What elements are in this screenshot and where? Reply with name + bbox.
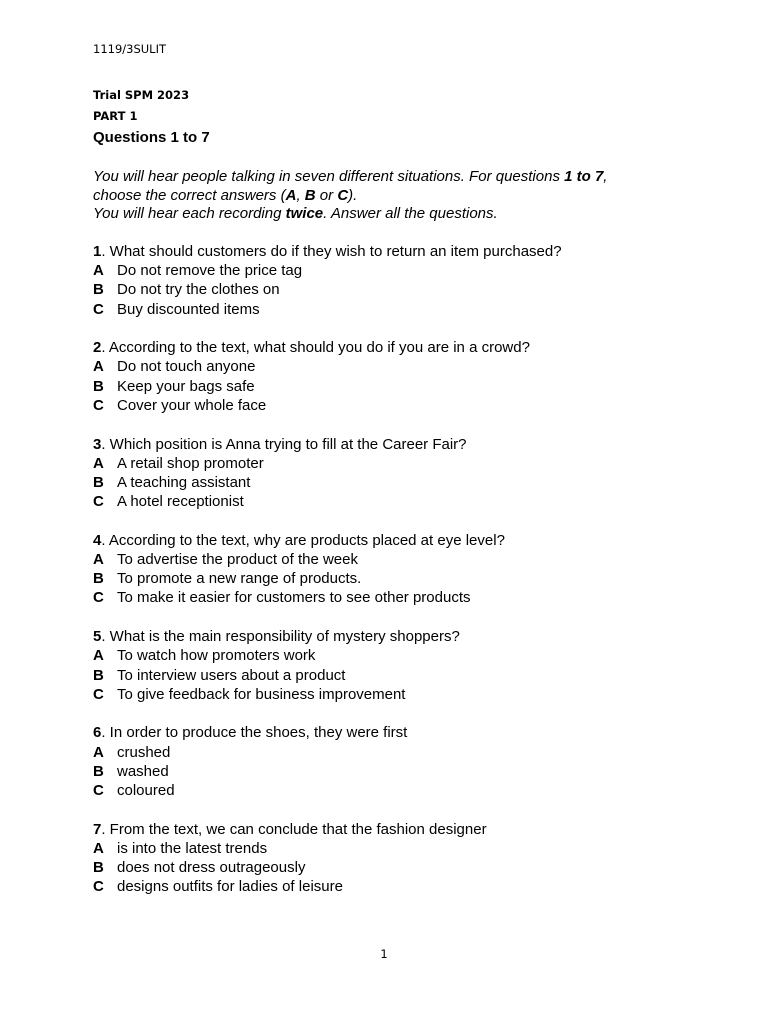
option-letter: A xyxy=(93,839,104,857)
option-text: To give feedback for business improvement xyxy=(117,685,406,703)
question-stem xyxy=(93,338,713,357)
option-c xyxy=(93,492,713,511)
question-text: . What should customers do if they wish to return an item purchased? xyxy=(101,243,562,260)
question-4 xyxy=(93,531,713,627)
option-text: A hotel receptionist xyxy=(117,493,244,511)
option-c xyxy=(93,685,713,704)
option-c xyxy=(93,781,713,800)
option-a xyxy=(93,839,713,858)
instructions-text: . Answer all the questions. xyxy=(323,205,498,222)
option-letter: A xyxy=(93,551,104,569)
option-text: is into the latest trends xyxy=(117,839,268,857)
instructions-emphasis: C xyxy=(337,186,349,204)
section-title: Questions 1 to 7 xyxy=(93,129,210,146)
instructions-emphasis: B xyxy=(304,186,316,204)
instructions-line-2 xyxy=(93,187,693,206)
question-6 xyxy=(93,723,713,819)
page-number: 1 xyxy=(380,947,388,961)
option-a xyxy=(93,743,713,762)
instructions-emphasis: twice xyxy=(285,205,324,222)
instructions-line-1 xyxy=(93,168,693,187)
instructions-emphasis: 1 to 7 xyxy=(564,168,604,185)
instructions-text: , xyxy=(603,168,608,185)
option-text: A teaching assistant xyxy=(117,473,251,491)
option-letter: C xyxy=(93,685,104,703)
option-letter: B xyxy=(93,281,104,299)
option-letter: C xyxy=(93,300,104,318)
option-letter: B xyxy=(93,377,104,395)
option-text: To promote a new range of products. xyxy=(117,570,362,588)
instructions-text: , xyxy=(296,186,305,204)
option-b xyxy=(93,377,713,396)
option-a xyxy=(93,646,713,665)
option-text: To make it easier for customers to see other products xyxy=(117,589,471,607)
option-a xyxy=(93,550,713,569)
option-text: washed xyxy=(117,762,169,780)
option-letter: A xyxy=(93,647,104,665)
question-list xyxy=(93,242,713,916)
instructions-line-3 xyxy=(93,205,693,224)
option-text: To interview users about a product xyxy=(117,666,346,684)
instructions-text: choose the correct answers ( xyxy=(93,186,286,204)
question-text: . In order to produce the shoes, they were first xyxy=(101,724,408,742)
option-c xyxy=(93,877,713,896)
option-a xyxy=(93,357,713,376)
option-letter: B xyxy=(93,473,104,491)
instructions-text: or xyxy=(315,186,338,204)
option-letter: B xyxy=(93,570,104,588)
question-stem xyxy=(93,531,713,550)
question-number: 1 xyxy=(93,243,102,260)
question-number: 2 xyxy=(93,339,102,357)
question-stem xyxy=(93,242,713,261)
option-letter: C xyxy=(93,396,104,414)
option-letter: A xyxy=(93,743,104,761)
option-a xyxy=(93,261,713,280)
question-text: . According to the text, what should you do if you are in a crowd? xyxy=(101,339,530,357)
option-text: Do not try the clothes on xyxy=(117,281,280,299)
option-letter: A xyxy=(93,358,104,376)
question-stem xyxy=(93,820,713,839)
option-letter: B xyxy=(93,666,104,684)
instructions-text: You will hear each recording xyxy=(93,205,286,222)
question-stem xyxy=(93,627,713,646)
question-text: . Which position is Anna trying to fill at the Career Fair? xyxy=(101,435,467,453)
instructions-emphasis: A xyxy=(285,186,297,204)
paper-code: 1119/3SULIT xyxy=(93,42,166,56)
option-text: To advertise the product of the week xyxy=(117,551,358,569)
question-stem xyxy=(93,435,713,454)
option-text: designs outfits for ladies of leisure xyxy=(117,878,343,896)
option-b xyxy=(93,666,713,685)
option-text: Cover your whole face xyxy=(117,396,267,414)
option-text: To watch how promoters work xyxy=(117,647,316,665)
option-text: does not dress outrageously xyxy=(117,859,306,877)
option-letter: C xyxy=(93,878,104,896)
instructions-text: ). xyxy=(348,186,358,204)
option-text: A retail shop promoter xyxy=(117,454,264,472)
option-b xyxy=(93,473,713,492)
option-letter: B xyxy=(93,859,104,877)
option-letter: C xyxy=(93,589,104,607)
question-stem xyxy=(93,723,713,742)
question-number: 6 xyxy=(93,724,102,742)
option-b xyxy=(93,569,713,588)
option-a xyxy=(93,454,713,473)
question-number: 7 xyxy=(93,820,102,838)
question-number: 4 xyxy=(93,531,102,549)
option-letter: C xyxy=(93,782,104,800)
option-text: coloured xyxy=(117,782,175,800)
instructions-text: You will hear people talking in seven different situations. For questions xyxy=(93,168,565,185)
question-2 xyxy=(93,338,713,434)
option-text: Do not touch anyone xyxy=(117,358,256,376)
option-letter: C xyxy=(93,493,104,511)
question-5 xyxy=(93,627,713,723)
instructions xyxy=(93,168,693,224)
option-b xyxy=(93,280,713,299)
option-text: Keep your bags safe xyxy=(117,377,255,395)
question-text: . According to the text, why are products placed at eye level? xyxy=(101,531,505,549)
option-b xyxy=(93,858,713,877)
part-heading: PART 1 xyxy=(93,109,138,123)
question-text: . From the text, we can conclude that the fashion designer xyxy=(101,820,487,838)
option-letter: A xyxy=(93,262,104,280)
option-c xyxy=(93,300,713,319)
option-text: Do not remove the price tag xyxy=(117,262,303,280)
question-7 xyxy=(93,820,713,916)
question-text: . What is the main responsibility of mystery shoppers? xyxy=(101,628,460,646)
option-c xyxy=(93,396,713,415)
option-letter: A xyxy=(93,454,104,472)
question-3 xyxy=(93,435,713,531)
question-number: 5 xyxy=(93,628,102,646)
question-number: 3 xyxy=(93,435,102,453)
option-text: Buy discounted items xyxy=(117,300,260,318)
option-b xyxy=(93,762,713,781)
question-1 xyxy=(93,242,713,338)
option-letter: B xyxy=(93,762,104,780)
option-c xyxy=(93,588,713,607)
option-text: crushed xyxy=(117,743,171,761)
exam-title: Trial SPM 2023 xyxy=(93,88,190,102)
